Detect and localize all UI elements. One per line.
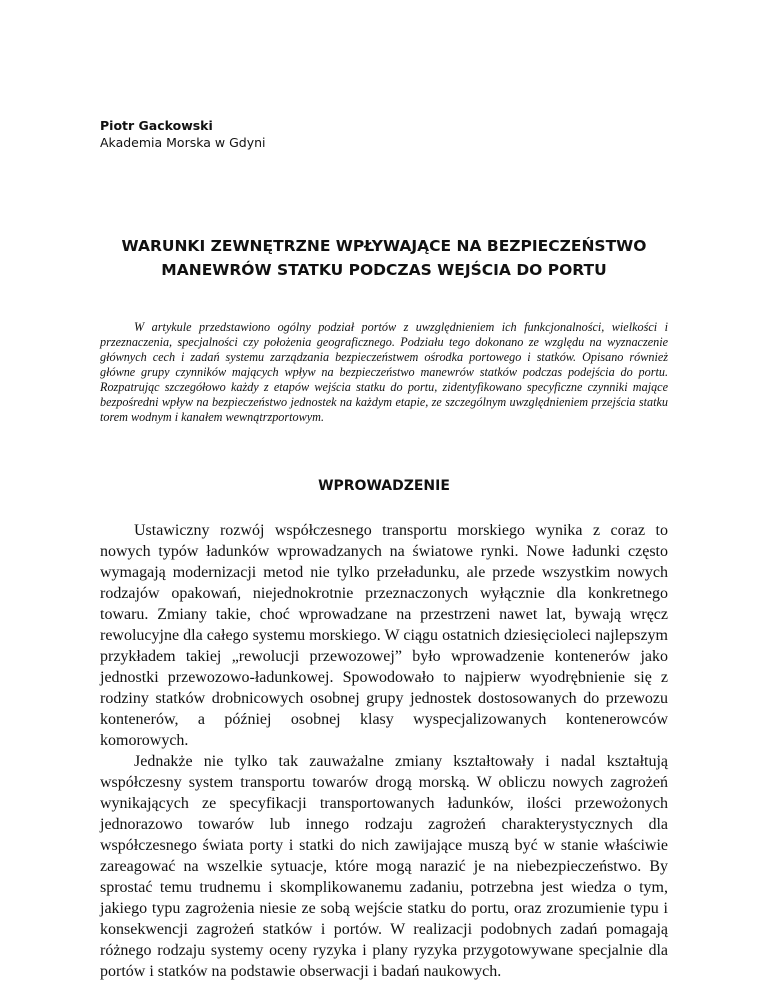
section-body: [100, 520, 668, 982]
author-name: Piotr Gackowski: [100, 118, 213, 133]
author-block: [100, 117, 266, 151]
body-paragraph-1: Ustawiczny rozwój współczesnego transportu morskiego wynika z coraz to nowych typów ładunków wprowadzanych na światowe rynki. Nowe ładunki często wymagają modernizacji metod nie tylko przeładunku, ale przede wszystkim nowych rodzajów opakowań, niejednokrotnie przeznaczonych wyłącznie dla konkretnego towaru. Zmiany takie, choć wprowadzane na przestrzeni nawet lat, bywają wręcz rewolucyjne dla całego systemu morskiego. W ciągu ostatnich dziesięcioleci najlepszym przykładem takiej „rewolucji przewozowej” było wprowadzenie kontenerów jako jednostki przewozowo-ładunkowej. Spowodowało to najpierw wyodrębnienie się z rodziny statków drobnicowych osobnej grupy jednostek dostosowanych do przewozu kontenerów, a później osobnej klasy wyspecjalizowanych kontenerowców komorowych.: [100, 522, 668, 749]
author-affiliation: Akademia Morska w Gdyni: [100, 135, 266, 150]
paper-title: [100, 234, 668, 282]
body-paragraph-2: Jednakże nie tylko tak zauważalne zmiany kształtowały i nadal kształtują współczesny system transportu towarów drogą morską. W obliczu nowych zagrożeń wynikających ze specyfikacji transportowanych ładunków, ilości przewożonych jednorazowo towarów lub innego rodzaju zagrożeń charakterystycznych dla współczesnego świata porty i statki do nich zawijające muszą być w stanie właściwie zareagować na wszelkie sytuacje, które mogą narazić je na niebezpieczeństwo. By sprostać temu trudnemu i skomplikowanemu zadaniu, potrzebna jest wiedza o tym, jakiego typu zagrożenia niesie ze sobą wejście statku do portu, oraz zrozumienie typu i konsekwencji zagrożeń statków i portów. W realizacji podobnych zadań pomagają różnego rodzaju systemy oceny ryzyka i plany ryzyka przygotowywane specjalnie dla portów i statków na podstawie obserwacji i badań naukowych.: [100, 753, 668, 980]
section-heading: WPROWADZENIE: [318, 478, 450, 494]
abstract: W artykule przedstawiono ogólny podział portów z uwzględnieniem ich funkcjonalności, wielkości i przeznaczenia, specjalności czy położenia geograficznego. Podziału tego dokonano ze względu na wyznaczenie głównych cech i zadań systemu zarządzania bezpieczeństwem ośrodka portowego i statków. Opisano również główne grupy czynników mających wpływ na bezpieczeństwo manewrów statków podczas podejścia do portu. Rozpatrując szczegółowo każdy z etapów wejścia statku do portu, zidentyfikowano specyficzne czynniki mające bezpośredni wpływ na bezpieczeństwo jednostek na każdym etapie, ze szczególnym uwzględnieniem przejścia statku torem wodnym i kanałem wewnątrzportowym.: [100, 320, 668, 424]
paper-title-line-2: MANEWRÓW STATKU PODCZAS WEJŚCIA DO PORTU: [161, 261, 607, 279]
paper-title-line-1: WARUNKI ZEWNĘTRZNE WPŁYWAJĄCE NA BEZPIECZEŃSTWO: [121, 237, 647, 255]
